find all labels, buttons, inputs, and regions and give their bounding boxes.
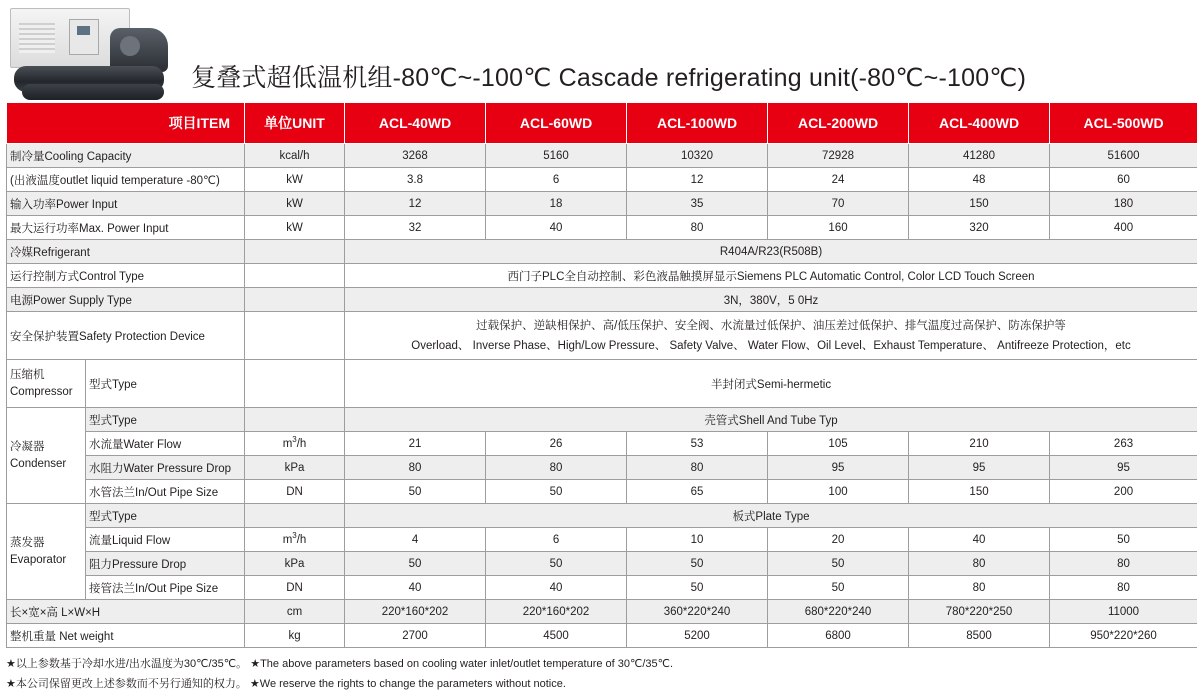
table-row — [7, 576, 1197, 600]
table-row — [7, 552, 1197, 576]
value-cell: 80 — [909, 576, 1050, 600]
value-cell: 150 — [909, 192, 1050, 216]
evaporator-pipe-label: 接管法兰In/Out Pipe Size — [86, 576, 245, 600]
table-row — [7, 168, 1197, 192]
value-cell: 95 — [1050, 456, 1197, 480]
unit-text: /h — [296, 533, 307, 546]
dimensions-label: 长×宽×高 L×W×H — [7, 600, 245, 624]
table-row — [7, 288, 1197, 312]
table-row — [7, 624, 1197, 648]
safety-value — [345, 312, 1197, 360]
value-cell: 40 — [345, 576, 486, 600]
value-cell: 50 — [1050, 528, 1197, 552]
value-cell: 50 — [345, 552, 486, 576]
value-cell: 400 — [1050, 216, 1197, 240]
value-cell: 70 — [768, 192, 909, 216]
value-cell: 20 — [768, 528, 909, 552]
evaporator-group-label — [7, 504, 86, 600]
header-model: ACL-60WD — [486, 103, 627, 144]
table-row — [7, 600, 1197, 624]
value-cell: 80 — [1050, 552, 1197, 576]
refrigerant-label: 冷媒Refrigerant — [7, 240, 245, 264]
value-cell: 95 — [909, 456, 1050, 480]
unit-cell: DN — [245, 480, 345, 504]
value-cell: 80 — [909, 552, 1050, 576]
table-row — [7, 312, 1197, 360]
value-cell: 10320 — [627, 144, 768, 168]
value-cell: 18 — [486, 192, 627, 216]
unit-text: m — [282, 533, 293, 546]
unit-cell — [245, 408, 345, 432]
table-row — [7, 528, 1197, 552]
condenser-type-value: 壳管式Shell And Tube Typ — [345, 408, 1197, 432]
condenser-drop-label: 水阻力Water Pressure Drop — [86, 456, 245, 480]
value-cell: 80 — [345, 456, 486, 480]
unit-text: /h — [296, 437, 307, 450]
header-model: ACL-40WD — [345, 103, 486, 144]
table-row — [7, 192, 1197, 216]
unit-cell: kPa — [245, 552, 345, 576]
condenser-type-label: 型式Type — [86, 408, 245, 432]
evaporator-group-en: Evaporator — [10, 553, 67, 566]
compressor-group-label — [7, 360, 86, 408]
table-row — [7, 480, 1197, 504]
value-cell: 80 — [486, 456, 627, 480]
control-value: 西门子PLC全自动控制、彩色液晶触摸屏显示Siemens PLC Automatic Control, Color LCD Touch Screen — [345, 264, 1197, 288]
unit-superscript: 3 — [292, 434, 297, 444]
table-row — [7, 456, 1197, 480]
table-row — [7, 144, 1197, 168]
unit-cell: kW — [245, 192, 345, 216]
value-cell: 3.8 — [345, 168, 486, 192]
value-cell: 680*220*240 — [768, 600, 909, 624]
value-cell: 950*220*260 — [1050, 624, 1197, 648]
unit-cell — [245, 528, 345, 552]
unit-cell: kPa — [245, 456, 345, 480]
value-cell: 5200 — [627, 624, 768, 648]
unit-cell: kg — [245, 624, 345, 648]
product-image — [6, 8, 174, 102]
value-cell: 21 — [345, 432, 486, 456]
value-cell: 51600 — [1050, 144, 1197, 168]
value-cell: 100 — [768, 480, 909, 504]
table-row — [7, 240, 1197, 264]
unit-cell — [245, 432, 345, 456]
footnote: ★本公司保留更改上述参数而不另行通知的权力。 ★We reserve the rights to change the parameters without notice. — [6, 678, 566, 690]
power-supply-value: 3N，380V，5 0Hz — [345, 288, 1197, 312]
value-cell: 6 — [486, 168, 627, 192]
table-row — [7, 408, 1197, 432]
cooling-sub-label: (出液温度outlet liquid temperature -80℃) — [7, 168, 245, 192]
condenser-pipe-label: 水管法兰In/Out Pipe Size — [86, 480, 245, 504]
footnote: ★以上参数基于冷却水进/出水温度为30℃/35℃。 ★The above parameters based on cooling water inlet/outlet temperature of 30℃/35℃. — [6, 658, 674, 670]
unit-cell: kW — [245, 216, 345, 240]
unit-superscript: 3 — [292, 530, 297, 540]
compressor-group-cn: 压缩机 — [10, 368, 45, 381]
value-cell: 40 — [486, 216, 627, 240]
value-cell: 11000 — [1050, 600, 1197, 624]
refrigerant-value: R404A/R23(R508B) — [345, 240, 1197, 264]
power-supply-label: 电源Power Supply Type — [7, 288, 245, 312]
table-row — [7, 432, 1197, 456]
value-cell: 40 — [909, 528, 1050, 552]
control-label: 运行控制方式Control Type — [7, 264, 245, 288]
value-cell: 53 — [627, 432, 768, 456]
safety-value-cn: 过载保护、逆缺相保护、高/低压保护、安全阀、水流量过低保护、油压差过低保护、排气温度过高保护、防冻保护等 — [476, 319, 1066, 332]
value-cell: 360*220*240 — [627, 600, 768, 624]
value-cell: 72928 — [768, 144, 909, 168]
value-cell: 220*160*202 — [486, 600, 627, 624]
value-cell: 3268 — [345, 144, 486, 168]
value-cell: 150 — [909, 480, 1050, 504]
value-cell: 320 — [909, 216, 1050, 240]
compressor-type-value: 半封闭式Semi-hermetic — [345, 360, 1197, 408]
unit-cell — [245, 288, 345, 312]
weight-label: 整机重量 Net weight — [7, 624, 245, 648]
unit-cell — [245, 264, 345, 288]
value-cell: 12 — [627, 168, 768, 192]
page-title: 复叠式超低温机组-80℃~-100℃ Cascade refrigerating unit(-80℃~-100℃) — [191, 64, 1027, 92]
value-cell: 220*160*202 — [345, 600, 486, 624]
header-model: ACL-500WD — [1050, 103, 1197, 144]
unit-cell: DN — [245, 576, 345, 600]
value-cell: 50 — [486, 480, 627, 504]
power-input-label: 输入功率Power Input — [7, 192, 245, 216]
header-row — [7, 103, 1197, 144]
value-cell: 50 — [627, 552, 768, 576]
evaporator-type-value: 板式Plate Type — [345, 504, 1197, 528]
value-cell: 50 — [768, 576, 909, 600]
cooling-label: 制冷量Cooling Capacity — [7, 144, 245, 168]
unit-cell — [245, 360, 345, 408]
value-cell: 80 — [627, 216, 768, 240]
unit-cell: kW — [245, 168, 345, 192]
value-cell: 12 — [345, 192, 486, 216]
value-cell: 65 — [627, 480, 768, 504]
value-cell: 32 — [345, 216, 486, 240]
value-cell: 4500 — [486, 624, 627, 648]
value-cell: 48 — [909, 168, 1050, 192]
value-cell: 40 — [486, 576, 627, 600]
value-cell: 6800 — [768, 624, 909, 648]
spec-table — [6, 102, 1197, 648]
value-cell: 160 — [768, 216, 909, 240]
unit-cell: kcal/h — [245, 144, 345, 168]
value-cell: 50 — [345, 480, 486, 504]
value-cell: 200 — [1050, 480, 1197, 504]
header-model: ACL-400WD — [909, 103, 1050, 144]
value-cell: 50 — [768, 552, 909, 576]
evaporator-drop-label: 阻力Pressure Drop — [86, 552, 245, 576]
safety-value-en: Overload、 Inverse Phase、High/Low Pressure、 Safety Valve、 Water Flow、Oil Level、Exhaust Temperature、 Antifreeze Protection，etc — [411, 339, 1131, 352]
compressor-type-label: 型式Type — [86, 360, 245, 408]
unit-cell: cm — [245, 600, 345, 624]
value-cell: 95 — [768, 456, 909, 480]
unit-cell — [245, 240, 345, 264]
header-unit: 单位UNIT — [245, 103, 345, 144]
table-row — [7, 360, 1197, 408]
safety-label: 安全保护装置Safety Protection Device — [7, 312, 245, 360]
value-cell: 10 — [627, 528, 768, 552]
value-cell: 50 — [627, 576, 768, 600]
value-cell: 263 — [1050, 432, 1197, 456]
compressor-group-en: Compressor — [10, 385, 73, 398]
value-cell: 2700 — [345, 624, 486, 648]
value-cell: 105 — [768, 432, 909, 456]
value-cell: 60 — [1050, 168, 1197, 192]
value-cell: 8500 — [909, 624, 1050, 648]
value-cell: 80 — [627, 456, 768, 480]
value-cell: 780*220*250 — [909, 600, 1050, 624]
value-cell: 4 — [345, 528, 486, 552]
condenser-group-cn: 冷凝器 — [10, 440, 45, 453]
table-row — [7, 216, 1197, 240]
value-cell: 26 — [486, 432, 627, 456]
condenser-group-en: Condenser — [10, 457, 67, 470]
value-cell: 41280 — [909, 144, 1050, 168]
table-row — [7, 264, 1197, 288]
condenser-flow-label: 水流量Water Flow — [86, 432, 245, 456]
max-power-label: 最大运行功率Max. Power Input — [7, 216, 245, 240]
value-cell: 80 — [1050, 576, 1197, 600]
value-cell: 210 — [909, 432, 1050, 456]
unit-cell — [245, 312, 345, 360]
evaporator-type-label: 型式Type — [86, 504, 245, 528]
header-model: ACL-200WD — [768, 103, 909, 144]
value-cell: 6 — [486, 528, 627, 552]
header-item: 项目ITEM — [7, 103, 245, 144]
unit-cell — [245, 504, 345, 528]
value-cell: 35 — [627, 192, 768, 216]
value-cell: 5160 — [486, 144, 627, 168]
evaporator-group-cn: 蒸发器 — [10, 536, 45, 549]
evaporator-flow-label: 流量Liquid Flow — [86, 528, 245, 552]
table-row — [7, 504, 1197, 528]
value-cell: 180 — [1050, 192, 1197, 216]
value-cell: 50 — [486, 552, 627, 576]
header-model: ACL-100WD — [627, 103, 768, 144]
condenser-group-label — [7, 408, 86, 504]
value-cell: 24 — [768, 168, 909, 192]
unit-text: m — [282, 437, 293, 450]
